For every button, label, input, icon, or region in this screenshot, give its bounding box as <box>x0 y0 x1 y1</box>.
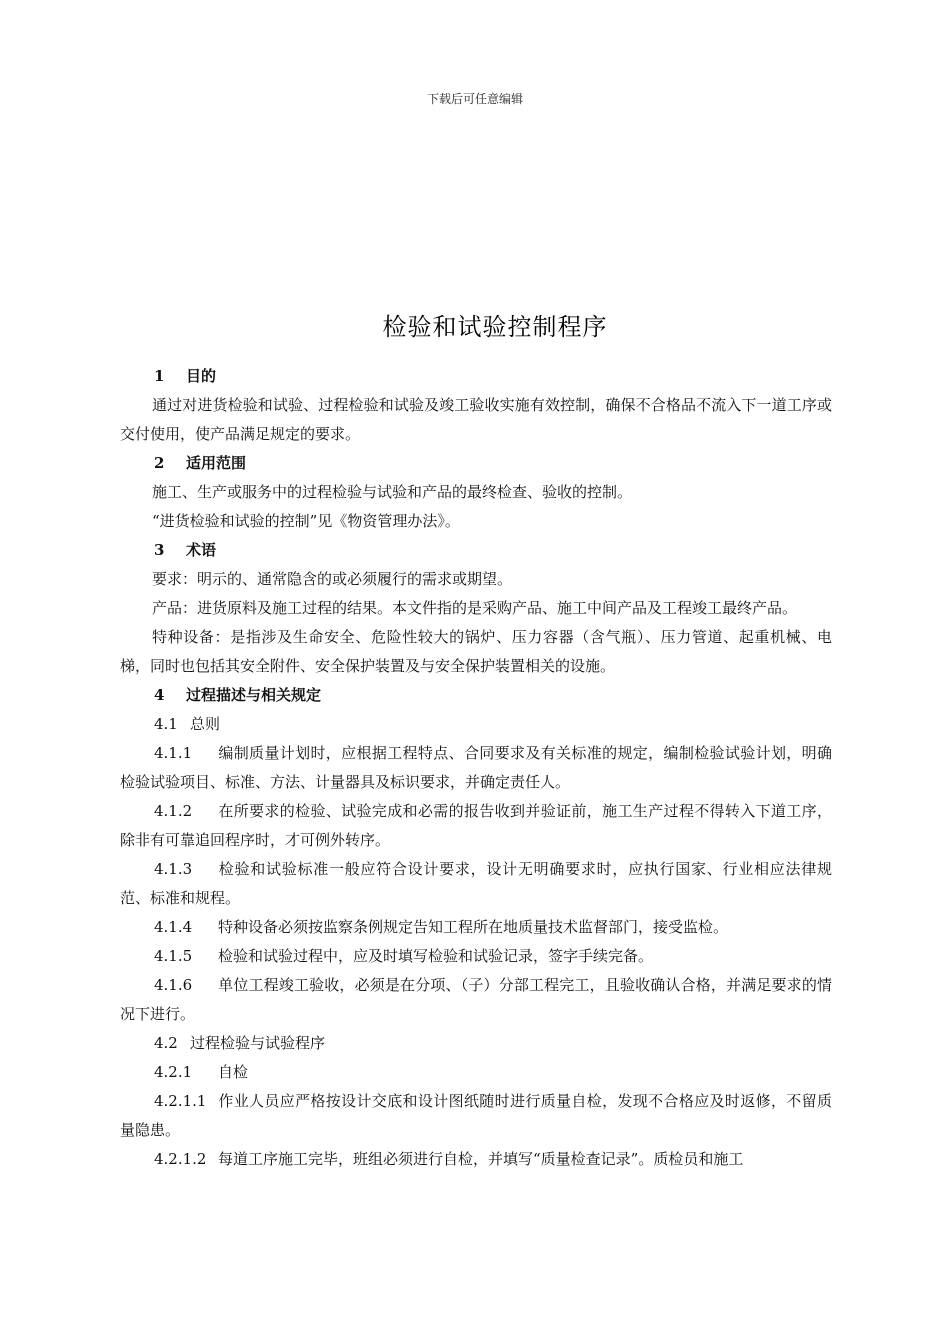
clause-4-2-1-1 <box>120 1087 832 1145</box>
clause-number: 4.2.1.1 <box>154 1092 207 1110</box>
clause-text: 检验和试验过程中，应及时填写检验和试验记录，签字手续完备。 <box>218 947 654 965</box>
paragraph: 要求：明示的、通常隐含的或必须履行的需求或期望。 <box>152 570 513 588</box>
section-heading-2 <box>120 449 832 478</box>
section-number: 2 <box>154 454 165 472</box>
section-title: 适用范围 <box>186 454 247 472</box>
section-title: 目的 <box>186 367 217 385</box>
header-note: 下载后可任意编辑 <box>426 92 523 106</box>
document-body <box>120 362 832 1174</box>
clause-text: 作业人员应严格按设计交底和设计图纸随时进行质量自检，发现不合格应及时返修，不留质量隐患。 <box>120 1092 832 1139</box>
paragraph: 特种设备：是指涉及生命安全、危险性较大的锅炉、压力容器（含气瓶）、压力管道、起重机械、电梯，同时也包括其安全附件、安全保护装置及与安全保护装置相关的设施。 <box>120 628 832 675</box>
clause-4-1-6 <box>120 971 832 1029</box>
clause-4-1-3 <box>120 855 832 913</box>
section-number: 1 <box>154 367 165 385</box>
subsection-number: 4.1 <box>154 715 178 733</box>
subsection-heading-4-2-1 <box>120 1058 832 1087</box>
clause-text: 单位工程竣工验收，必须是在分项、（子）分部工程完工，且验收确认合格，并满足要求的情况下进行。 <box>120 976 832 1023</box>
subsection-title: 自检 <box>218 1063 249 1081</box>
paragraph: 产品：进货原料及施工过程的结果。本文件指的是采购产品、施工中间产品及工程竣工最终产品。 <box>152 599 798 617</box>
subsection-title: 总则 <box>190 715 221 733</box>
clause-4-1-4 <box>120 913 832 942</box>
clause-number: 4.1.4 <box>154 918 193 936</box>
paragraph: “进货检验和试验的控制”见《物资管理办法》。 <box>152 512 460 530</box>
document-title: 检验和试验控制程序 <box>382 313 608 341</box>
subsection-heading-4-1 <box>120 710 832 739</box>
clause-number: 4.1.2 <box>154 802 193 820</box>
subsection-heading-4-2 <box>120 1029 832 1058</box>
section-heading-4 <box>120 681 832 710</box>
clause-text: 检验和试验标准一般应符合设计要求，设计无明确要求时，应执行国家、行业相应法律规范、标准和规程。 <box>120 860 832 907</box>
clause-text: 编制质量计划时，应根据工程特点、合同要求及有关标准的规定，编制检验试验计划，明确检验试验项目、标准、方法、计量器具及标识要求，并确定责任人。 <box>120 744 832 791</box>
clause-number: 4.1.6 <box>154 976 193 994</box>
section-title: 术语 <box>186 541 217 559</box>
clause-number: 4.1.3 <box>154 860 193 878</box>
paragraph: 通过对进货检验和试验、过程检验和试验及竣工验收实施有效控制，确保不合格品不流入下一道工序或交付使用，使产品满足规定的要求。 <box>120 396 832 443</box>
clause-4-1-1 <box>120 739 832 797</box>
section-heading-3 <box>120 536 832 565</box>
clause-4-2-1-2 <box>120 1145 832 1174</box>
section-number: 3 <box>154 541 165 559</box>
clause-text: 特种设备必须按监察条例规定告知工程所在地质量技术监督部门，接受监检。 <box>218 918 729 936</box>
section-title: 过程描述与相关规定 <box>186 686 322 704</box>
clause-number: 4.1.5 <box>154 947 193 965</box>
clause-4-1-5 <box>120 942 832 971</box>
clause-text: 每道工序施工完毕，班组必须进行自检，并填写“质量检查记录”。质检员和施工 <box>218 1150 744 1168</box>
clause-4-1-2 <box>120 797 832 855</box>
clause-number: 4.1.1 <box>154 744 193 762</box>
clause-text: 在所要求的检验、试验完成和必需的报告收到并验证前，施工生产过程不得转入下道工序，除非有可靠追回程序时，才可例外转序。 <box>120 802 832 849</box>
subsection-title: 过程检验与试验程序 <box>190 1034 326 1052</box>
clause-number: 4.2.1.2 <box>154 1150 207 1168</box>
section-number: 4 <box>154 686 165 704</box>
paragraph: 施工、生产或服务中的过程检验与试验和产品的最终检查、验收的控制。 <box>152 483 633 501</box>
subsection-number: 4.2 <box>154 1034 178 1052</box>
subsection-number: 4.2.1 <box>154 1063 193 1081</box>
section-heading-1 <box>120 362 832 391</box>
